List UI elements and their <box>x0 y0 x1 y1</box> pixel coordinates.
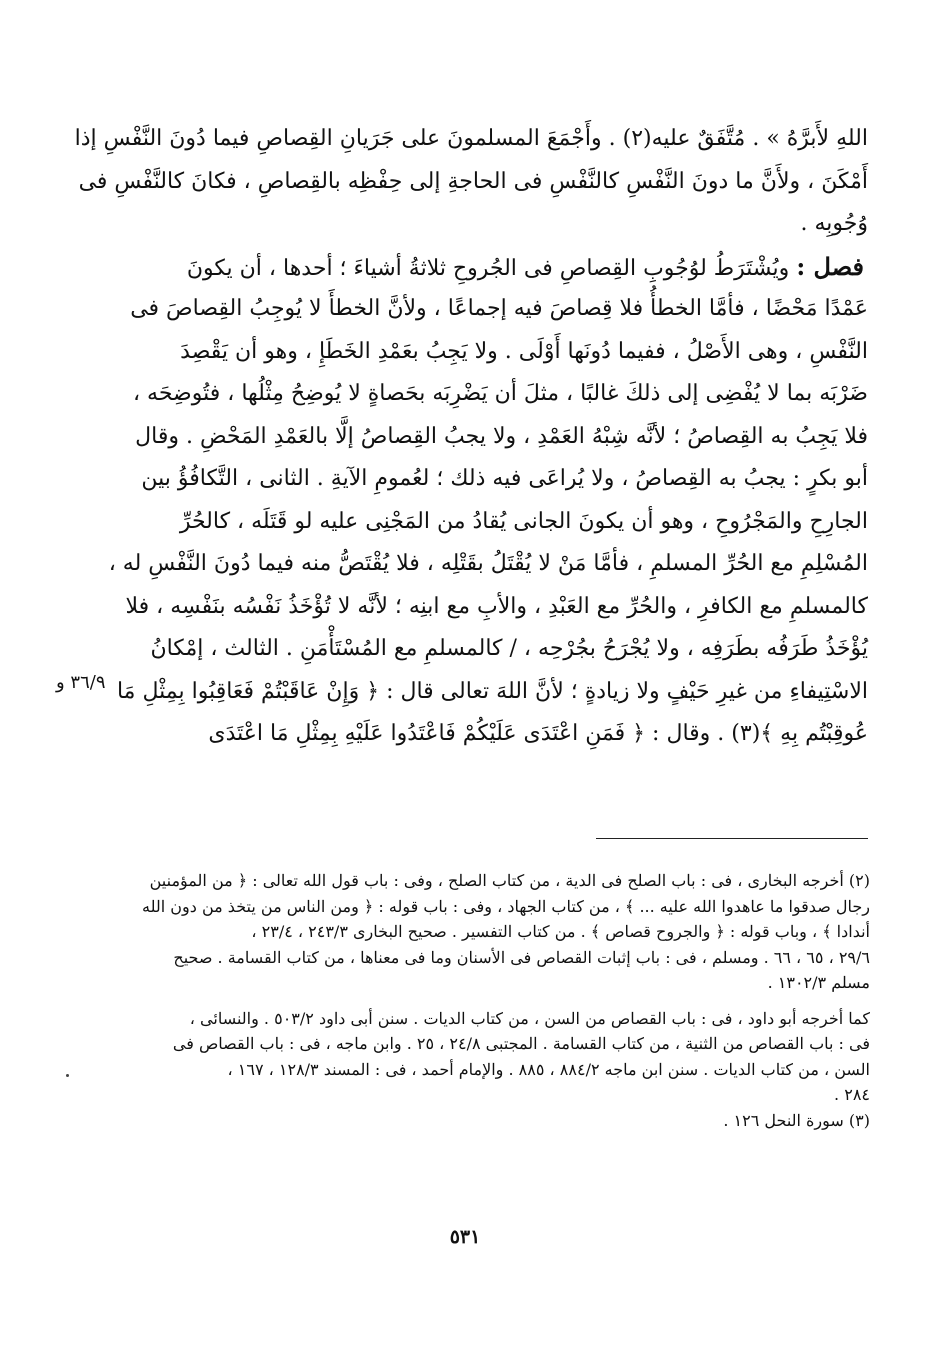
footnote-divider <box>596 838 868 839</box>
footnotes <box>130 868 870 1133</box>
text-line: أبو بكرٍ : يجبُ به القِصاصُ ، ولا يُراعَى فيه ذلك ؛ لعُمومِ الآيةِ . الثانى ، التَّكافُؤُ بين <box>141 466 868 491</box>
footnote-gap <box>130 996 870 1006</box>
fasl-heading-line <box>150 246 868 289</box>
text-line: الجارِحِ والمَجْرُوحِ ، وهو أن يكونَ الجانى يُقادُ من المَجْنِى عليه لو قَتَلَه ، كالحُرِّ <box>179 508 868 534</box>
footnote-line: فى : باب القصاص من الثنية ، من كتاب القسامة . المجتبى ٢٤/٨ ، ٢٥ . وابن ماجه ، فى : باب القصاص فى <box>172 1034 870 1053</box>
text-line: المُسْلِمِ مع الحُرِّ المسلمِ ، فأمَّا مَنْ لا يُقْتَلُ بقَتْلِه ، فلا يُقْتَصُّ منه فيما دُونَ النَّفْسِ له ، <box>108 551 868 576</box>
footnote-line: ٢٨٤ . <box>834 1085 870 1104</box>
text-line: فلا يَجِبُ به القِصاصُ ؛ لأنَّه شِبْهُ العَمْدِ ، ولا يجبُ القِصاصُ إلَّا بالعَمْدِ المَحْضِ . وقال <box>135 423 868 449</box>
text-line: كالمسلمِ مع الكافرِ ، والحُرِّ مع العَبْدِ ، والأبِ مع ابنِه ؛ لأنَّه لا تُؤْخَذُ نَفْسُه بنَفْسِه ، فلا <box>125 593 868 619</box>
text-line: اللهِ لأَبرَّهُ » . مُتَّفَقٌ عليه(٢) . وأَجْمَعَ المسلمونَ على جَرَيانِ القِصاصِ فيما دُونَ النَّفْسِ إذا <box>74 126 868 151</box>
text-line: يُؤْخَذُ طَرَفُه بطَرَفِه ، ولا يُجْرَحُ بجُرْحِه ، / كالمسلمِ مع المُسْتَأْمَنِ . الثالث ، إمْكانُ <box>150 636 868 661</box>
fasl-first-line-text: ويُشْتَرَطُ لوُجُوبِ القِصاصِ فى الجُروحِ ثلاثةُ أشياءَ ؛ أحدها ، أن يكونَ <box>186 255 790 281</box>
text-line: عَمْدًا مَحْضًا ، فأمَّا الخطأُ فلا قِصاصَ فيه إجماعًا ، ولأنَّ الخطأَ لا يُوجِبُ القِصاصَ فى <box>130 296 868 321</box>
text-line: أَمْكَنَ ، ولأَنَّ ما دونَ النَّفْسِ كالنَّفْسِ فى الحاجةِ إلى حِفْظِه بالقِصاصِ ، فكانَ كالنَّفْسِ فى <box>78 168 868 194</box>
manuscript-folio-note: ٣٦/٩ و <box>56 672 106 693</box>
text-line: الاسْتِيفاءِ من غيرِ حَيْفٍ ولا زيادةٍ ؛ لأنَّ اللهَ تعالى قال : ﴿ وَإِنْ عَاقَبْتُمْ فَعَاقِبُوا بِمِثْلِ مَا <box>116 678 868 704</box>
text-line: وُجُوبِه . <box>800 211 868 236</box>
text-line: عُوقِبْتُم بِهِ ﴾(٣) . وقال : ﴿ فَمَنِ اعْتَدَى عَلَيْكُمْ فَاعْتَدُوا عَلَيْهِ بِمِثْلِ مَا اعْتَدَى <box>208 721 868 746</box>
text-line: ضَرْبَه بما لا يُفْضِى إلى ذلكَ غالبًا ، مثلَ أن يَضْرِبَه بحَصاةٍ لا يُوضِحُ مِثْلُها ، فتُوضِحَه ، <box>132 381 868 406</box>
fasl-label: فصل : <box>796 251 864 281</box>
page-number: ٥٣١ <box>449 1226 481 1248</box>
footnote-line: (٢) أخرجه البخارى ، فى : باب الصلح فى الدية ، من كتاب الصلح ، وفى : باب قول الله تعالى : ﴿ من المؤمنين <box>149 871 870 890</box>
footnote-line: أندادا ﴾ ، وباب قوله : ﴿ والجروح قصاص ﴾ . من كتاب التفسير . صحيح البخارى ٢٤٣/٣ ، ٢٣/٤ ، <box>251 922 870 941</box>
footnote-3: (٣) سورة النحل ١٢٦ . <box>723 1110 870 1130</box>
footnote-line: السن ، من كتاب الديات . سنن ابن ماجه ٨٨٤/٢ ، ٨٨٥ . والإمام أحمد ، فى : المسند ١٢٨/٣ ، ١٦٧ ، <box>227 1059 870 1079</box>
footnote-line: رجال صدقوا ما عاهدوا الله عليه ... ﴾ ، من كتاب الجهاد ، وفى : باب قوله : ﴿ ومن الناس من يتخذ من دون الله <box>141 896 870 916</box>
footnote-line: ٢٩/٦ ، ٦٥ ، ٦٦ . ومسلم ، فى : باب إثبات القصاص فى الأسنان وما فى معناها ، من كتاب القسامة . صحيح <box>173 947 870 967</box>
footnote-line: كما أخرجه أبو داود ، فى : باب القصاص من السن ، من كتاب الديات . سنن أبى داود ٥٠٣/٢ . والنسائى ، <box>189 1008 870 1028</box>
text-line: النَّفْسِ ، وهى الأَصْلُ ، ففيما دُونَها أَوْلَى . ولا يَجِبُ بعَمْدِ الخَطَإِ ، وهو أن يَقْصِدَ <box>180 338 868 364</box>
scan-speck <box>66 1074 69 1077</box>
footnote-line: مسلم ١٣٠٢/٣ . <box>767 973 870 992</box>
